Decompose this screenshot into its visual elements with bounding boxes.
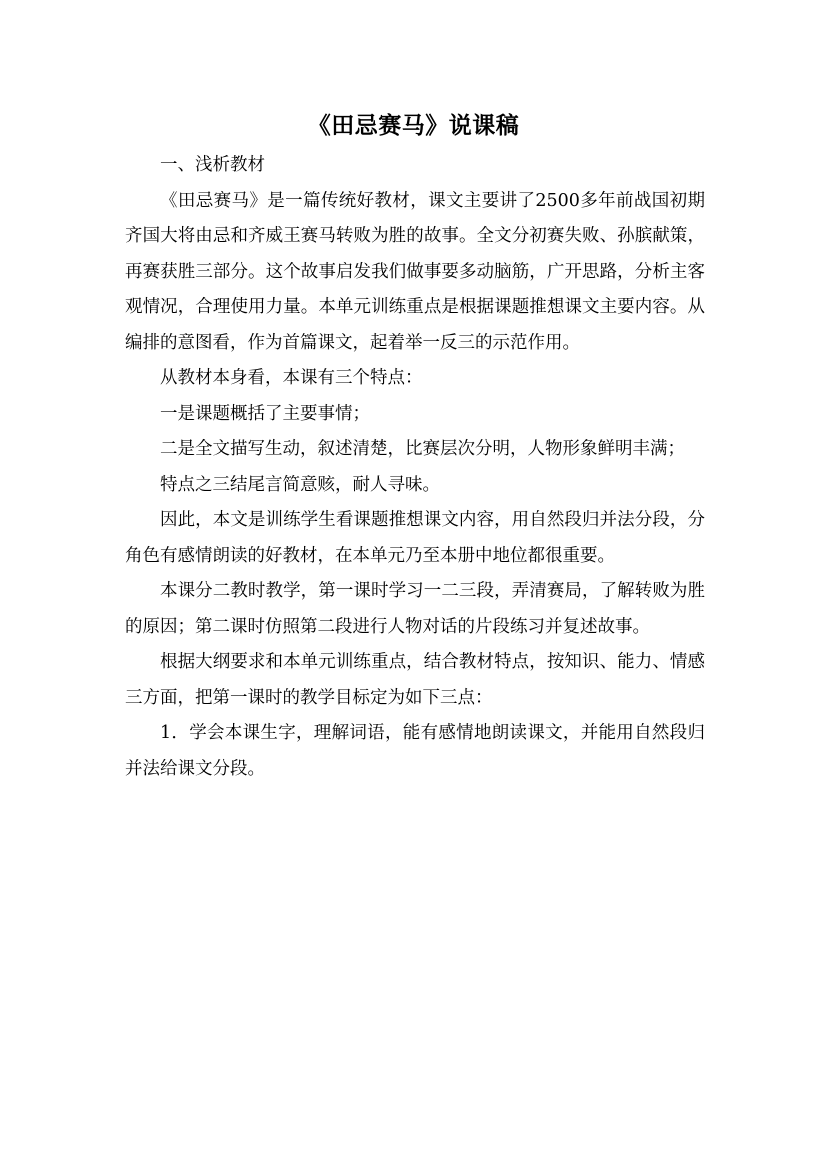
- document-body: [125, 148, 705, 787]
- section-heading: 一、浅析教材: [160, 155, 265, 175]
- paragraph: 二是全文描写生动，叙述清楚，比赛层次分明，人物形象鲜明丰满；: [160, 439, 685, 459]
- list-item: 1．学会本课生字，理解词语，能有感情地朗读课文，并能用自然段归并法给课文分段。: [125, 723, 705, 779]
- paragraph: 一是课题概括了主要事情；: [160, 403, 370, 424]
- document-title: 《田忌赛马》说课稿: [307, 112, 520, 139]
- paragraph: 从教材本身看，本课有三个特点：: [160, 368, 423, 388]
- paragraph: 《田忌赛马》是一篇传统好教材，课文主要讲了2500多年前战国初期齐国大将由忌和齐威王赛马转败为胜的故事。全文分初赛失败、孙膑献策，再赛获胜三部分。这个故事启发我们做事要多动脑筋，广开思路，分析主客观情况，合理使用力量。本单元训练重点是根据课题推想课文主要内容。从编排的意图看，作为首篇课文，起着举一反三的示范作用。: [125, 190, 705, 353]
- paragraph: 特点之三结尾言简意赅，耐人寻味。: [160, 474, 440, 495]
- paragraph: 因此，本文是训练学生看课题推想课文内容，用自然段归并法分段，分角色有感情朗读的好教材，在本单元乃至本册中地位都很重要。: [125, 510, 705, 566]
- paragraph: 根据大纲要求和本单元训练重点，结合教材特点，按知识、能力、情感三方面，把第一课时的教学目标定为如下三点：: [125, 652, 705, 708]
- paragraph: 本课分二教时教学，第一课时学习一二三段，弄清赛局，了解转败为胜的原因；第二课时仿照第二段进行人物对话的片段练习并复述故事。: [125, 581, 705, 637]
